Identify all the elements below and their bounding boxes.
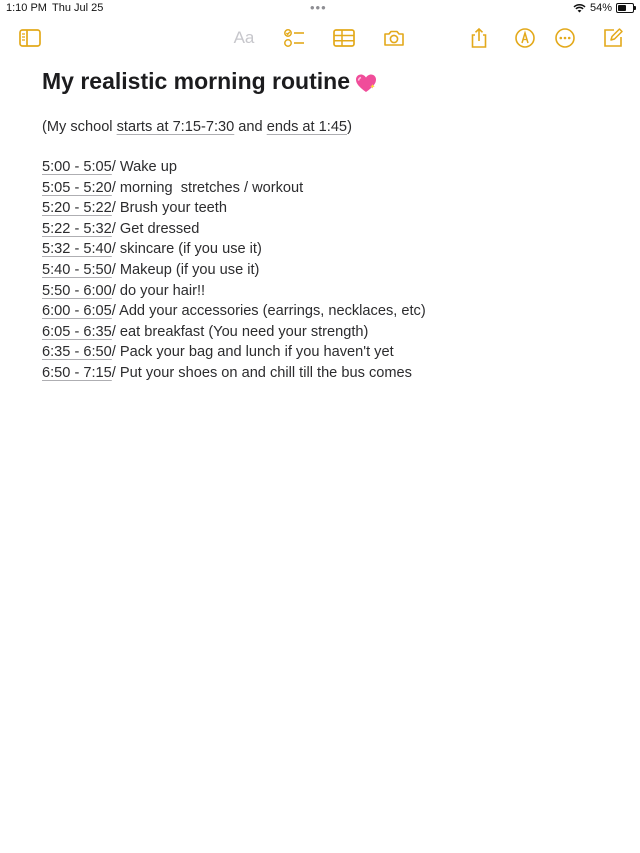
schedule-item	[42, 301, 612, 322]
schedule-task: / Brush your teeth	[111, 200, 227, 217]
schedule-task: / morning stretches / workout	[111, 179, 304, 196]
intro-prefix: (My school	[42, 119, 117, 135]
schedule-item	[42, 157, 612, 178]
note-title	[42, 64, 612, 98]
status-right	[573, 2, 634, 14]
schedule-task: / do your hair!!	[111, 282, 206, 299]
schedule-task: / Put your shoes on and chill till the bus comes	[111, 364, 412, 381]
schedule-time-link[interactable]: 6:05 - 6:35	[42, 323, 112, 340]
notes-toolbar	[0, 22, 640, 54]
checklist-icon[interactable]	[281, 26, 307, 50]
schedule-time-link[interactable]: 5:50 - 6:00	[42, 282, 112, 299]
schedule-time-link[interactable]: 5:05 - 5:20	[42, 179, 112, 196]
routine-schedule	[42, 157, 612, 384]
status-bar	[0, 0, 640, 16]
schedule-time-link[interactable]: 5:40 - 5:50	[42, 261, 112, 278]
schedule-task: / Wake up	[111, 159, 177, 175]
schedule-time-link[interactable]: 5:22 - 5:32	[42, 220, 112, 237]
schedule-time-link[interactable]: 6:35 - 6:50	[42, 344, 112, 361]
schedule-item	[42, 363, 612, 384]
schedule-time-link[interactable]: 6:50 - 7:15	[42, 364, 112, 381]
schedule-task: / Pack your bag and lunch if you haven't yet	[111, 344, 394, 361]
status-time: 1:10 PM	[6, 2, 47, 14]
share-icon[interactable]	[466, 26, 492, 50]
sparkling-heart-icon	[354, 72, 378, 94]
schedule-item	[42, 281, 612, 302]
schedule-task: / eat breakfast (You need your strength)	[111, 323, 369, 340]
schedule-task: / Add your accessories (earrings, necklaces, etc)	[111, 303, 426, 320]
camera-icon[interactable]	[381, 26, 407, 50]
schedule-item	[42, 198, 612, 219]
wifi-icon	[573, 3, 586, 13]
schedule-item	[42, 239, 612, 260]
note-title-text: My realistic morning routine	[42, 68, 350, 94]
format-text-icon[interactable]: Aa	[233, 28, 255, 47]
note-body[interactable]	[42, 64, 612, 400]
schedule-item	[42, 342, 612, 363]
more-options-icon[interactable]	[552, 26, 578, 50]
schedule-item	[42, 260, 612, 281]
markup-pen-icon[interactable]	[512, 26, 538, 50]
schedule-item	[42, 219, 612, 240]
schedule-time-link[interactable]: 6:00 - 6:05	[42, 303, 112, 320]
schedule-task: / Makeup (if you use it)	[111, 261, 260, 278]
school-hours-line	[42, 117, 612, 137]
schedule-time-link[interactable]: 5:32 - 5:40	[42, 241, 112, 258]
multitasking-dots-icon[interactable]: •••	[310, 0, 327, 15]
battery-percent: 54%	[589, 2, 612, 14]
school-end-link[interactable]: ends at 1:45	[266, 119, 348, 135]
compose-note-icon[interactable]	[600, 26, 626, 50]
schedule-item	[42, 322, 612, 343]
schedule-time-link[interactable]: 5:20 - 5:22	[42, 200, 112, 217]
intro-middle: and	[234, 119, 267, 135]
status-date: Thu Jul 25	[52, 2, 104, 14]
school-start-link[interactable]: starts at 7:15-7:30	[116, 119, 235, 135]
battery-icon	[616, 3, 634, 13]
sidebar-toggle-icon[interactable]	[17, 26, 43, 50]
schedule-task: / skincare (if you use it)	[111, 241, 262, 258]
table-icon[interactable]	[331, 26, 357, 50]
schedule-time-link[interactable]: 5:00 - 5:05	[42, 159, 112, 175]
schedule-task: / Get dressed	[111, 220, 200, 237]
intro-suffix: )	[347, 119, 352, 135]
schedule-item	[42, 178, 612, 199]
